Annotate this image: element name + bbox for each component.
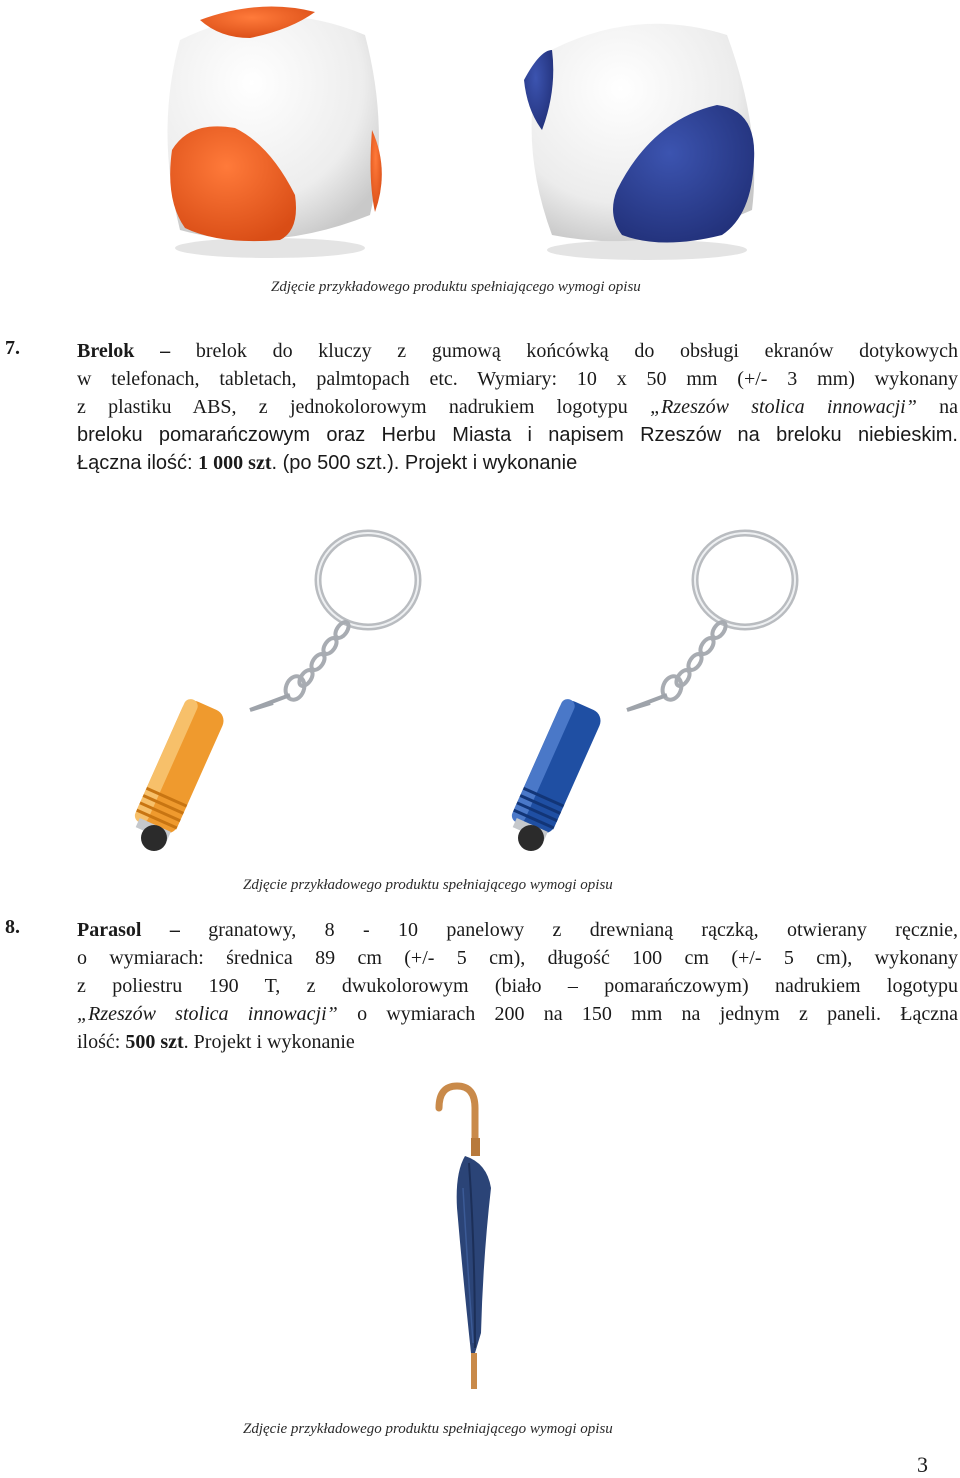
description-line xyxy=(77,393,958,421)
text-segment: 500 szt xyxy=(125,1031,184,1053)
text-segment: . Projekt i wykonanie xyxy=(183,1031,355,1053)
text-segment: z poliestru 190 T, z dwukolorowym (biało – pomarańczowym) nadrukiem logotypu xyxy=(77,975,958,997)
text-segment: o wymiarach: średnica 89 cm (+/- 5 cm), długość 100 cm (+/- 5 cm), wykonany xyxy=(77,947,958,969)
text-segment: „Rzeszów stolica innowacji” xyxy=(650,396,917,418)
item-dash: – xyxy=(169,919,180,941)
hacky-sack-blue-image xyxy=(512,10,772,265)
hacky-sack-orange-image xyxy=(140,0,400,265)
text-segment: granatowy, 8 - 10 panelowy z drewnianą rączką, otwierany ręcznie, xyxy=(208,919,959,941)
description-line xyxy=(77,337,958,365)
keychain-orange-image xyxy=(130,520,430,860)
description-line xyxy=(77,944,958,972)
description-line xyxy=(77,916,958,944)
item-7-number: 7. xyxy=(5,337,20,359)
item-7-description xyxy=(77,337,958,477)
text-segment: „Rzeszów stolica innowacji” xyxy=(77,1003,338,1025)
text-segment: . (po 500 szt.). Projekt i wykonanie xyxy=(271,452,578,474)
text-segment: Łączna ilość: xyxy=(77,452,199,474)
text-segment: breloku pomarańczowym oraz Herbu Miasta i napisem Rzeszów na breloku niebieskim. xyxy=(77,424,958,446)
description-line xyxy=(77,449,958,477)
description-line xyxy=(77,1000,958,1028)
item-name: Brelok xyxy=(77,340,135,362)
description-line xyxy=(77,365,958,393)
item-8-number: 8. xyxy=(5,916,20,938)
text-segment: 1 000 szt xyxy=(198,452,272,474)
description-line xyxy=(77,1028,958,1056)
text-segment: ilość: xyxy=(77,1031,126,1053)
item-dash: – xyxy=(160,340,171,362)
text-segment: w telefonach, tabletach, palmtopach etc. Wymiary: 10 x 50 mm (+/- 3 mm) wykonany xyxy=(77,368,958,390)
description-line xyxy=(77,421,958,449)
item-name: Parasol xyxy=(77,919,142,941)
text-segment: na xyxy=(916,396,958,418)
text-segment: o wymiarach 200 na 150 mm na jednym z paneli. Łączna xyxy=(337,1003,958,1025)
caption-umbrella: Zdjęcie przykładowego produktu spełniającego wymogi opisu xyxy=(243,1421,613,1437)
description-line xyxy=(77,972,958,1000)
caption-keychain: Zdjęcie przykładowego produktu spełniającego wymogi opisu xyxy=(243,877,613,893)
keychain-blue-image xyxy=(505,520,805,860)
text-segment: brelok do kluczy z gumową końcówką do obsługi ekranów dotykowych xyxy=(195,340,959,362)
page-number: 3 xyxy=(917,1452,928,1477)
umbrella-image xyxy=(425,1078,505,1398)
item-8-description xyxy=(77,916,958,1056)
caption-hacky-sack: Zdjęcie przykładowego produktu spełniającego wymogi opisu xyxy=(271,279,641,295)
text-segment: z plastiku ABS, z jednokolorowym nadrukiem logotypu xyxy=(77,396,651,418)
